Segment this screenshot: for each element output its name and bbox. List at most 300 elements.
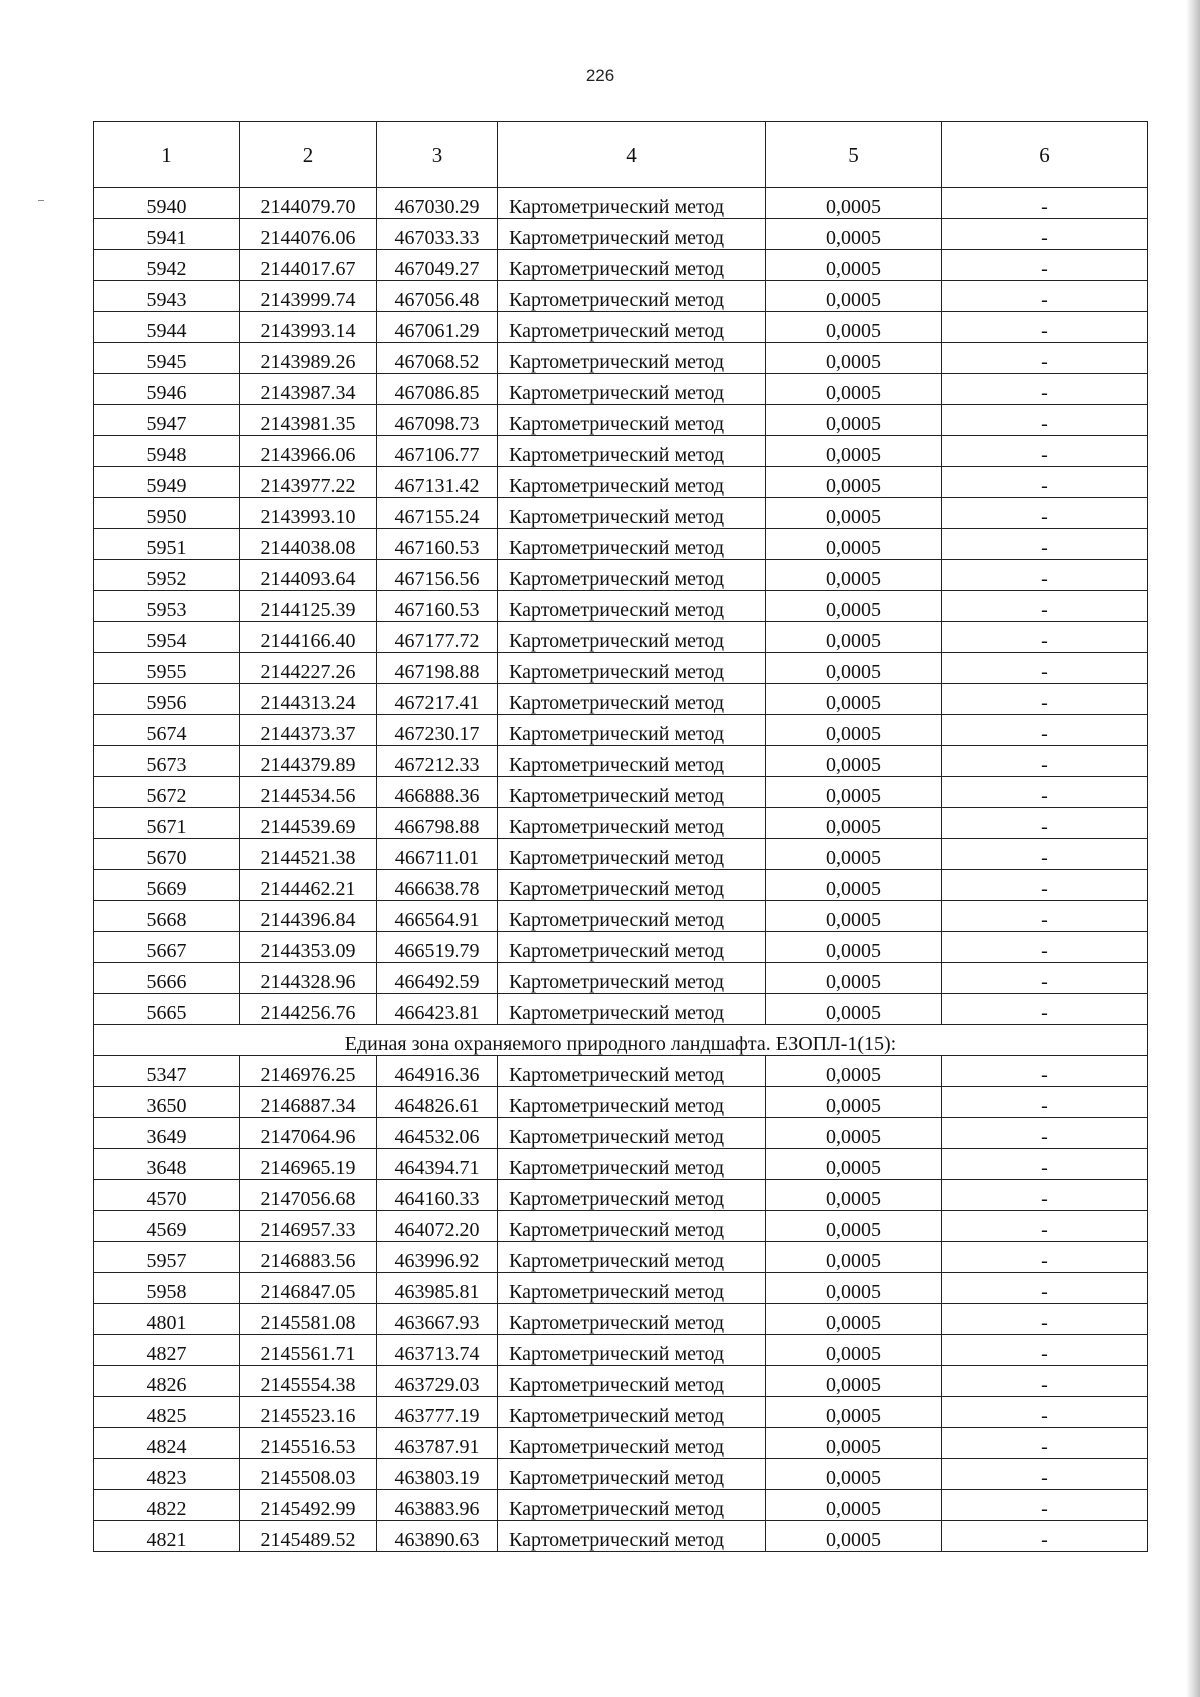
point-number-cell: 4827 — [94, 1335, 240, 1366]
accuracy-cell: 0,0005 — [766, 467, 942, 498]
table-row — [94, 1273, 1148, 1304]
y-coordinate-cell: 467160.53 — [377, 591, 498, 622]
x-coordinate-cell: 2143966.06 — [240, 436, 377, 467]
note-cell: - — [942, 746, 1148, 777]
table-row — [94, 839, 1148, 870]
header-cell-3: 3 — [377, 122, 498, 188]
method-cell: Картометрический метод — [498, 1273, 766, 1304]
table-row — [94, 622, 1148, 653]
table-row — [94, 870, 1148, 901]
note-cell: - — [942, 839, 1148, 870]
note-cell: - — [942, 374, 1148, 405]
y-coordinate-cell: 466798.88 — [377, 808, 498, 839]
point-number-cell: 4823 — [94, 1459, 240, 1490]
note-cell: - — [942, 219, 1148, 250]
accuracy-cell: 0,0005 — [766, 932, 942, 963]
x-coordinate-cell: 2143993.10 — [240, 498, 377, 529]
x-coordinate-cell: 2144166.40 — [240, 622, 377, 653]
table-row — [94, 963, 1148, 994]
x-coordinate-cell: 2144462.21 — [240, 870, 377, 901]
table-row — [94, 1397, 1148, 1428]
table-row — [94, 808, 1148, 839]
note-cell: - — [942, 1149, 1148, 1180]
table-row — [94, 560, 1148, 591]
accuracy-cell: 0,0005 — [766, 1211, 942, 1242]
method-cell: Картометрический метод — [498, 529, 766, 560]
note-cell: - — [942, 1304, 1148, 1335]
method-cell: Картометрический метод — [498, 343, 766, 374]
method-cell: Картометрический метод — [498, 839, 766, 870]
table-row — [94, 250, 1148, 281]
note-cell: - — [942, 715, 1148, 746]
y-coordinate-cell: 467061.29 — [377, 312, 498, 343]
x-coordinate-cell: 2146883.56 — [240, 1242, 377, 1273]
y-coordinate-cell: 463803.19 — [377, 1459, 498, 1490]
point-number-cell: 5941 — [94, 219, 240, 250]
y-coordinate-cell: 467086.85 — [377, 374, 498, 405]
x-coordinate-cell: 2144521.38 — [240, 839, 377, 870]
note-cell: - — [942, 622, 1148, 653]
note-cell: - — [942, 653, 1148, 684]
point-number-cell: 5953 — [94, 591, 240, 622]
note-cell: - — [942, 932, 1148, 963]
y-coordinate-cell: 463996.92 — [377, 1242, 498, 1273]
accuracy-cell: 0,0005 — [766, 1304, 942, 1335]
x-coordinate-cell: 2144373.37 — [240, 715, 377, 746]
y-coordinate-cell: 467156.56 — [377, 560, 498, 591]
note-cell: - — [942, 1087, 1148, 1118]
header-cell-6: 6 — [942, 122, 1148, 188]
y-coordinate-cell: 464532.06 — [377, 1118, 498, 1149]
accuracy-cell: 0,0005 — [766, 343, 942, 374]
x-coordinate-cell: 2147064.96 — [240, 1118, 377, 1149]
section-title: Единая зона охраняемого природного ландшафта. ЕЗОПЛ-1(15): — [94, 1025, 1148, 1056]
accuracy-cell: 0,0005 — [766, 870, 942, 901]
x-coordinate-cell: 2147056.68 — [240, 1180, 377, 1211]
y-coordinate-cell: 467160.53 — [377, 529, 498, 560]
accuracy-cell: 0,0005 — [766, 1087, 942, 1118]
accuracy-cell: 0,0005 — [766, 1366, 942, 1397]
y-coordinate-cell: 463777.19 — [377, 1397, 498, 1428]
note-cell: - — [942, 498, 1148, 529]
x-coordinate-cell: 2143981.35 — [240, 405, 377, 436]
method-cell: Картометрический метод — [498, 312, 766, 343]
point-number-cell: 5666 — [94, 963, 240, 994]
accuracy-cell: 0,0005 — [766, 994, 942, 1025]
note-cell: - — [942, 281, 1148, 312]
y-coordinate-cell: 463667.93 — [377, 1304, 498, 1335]
x-coordinate-cell: 2143989.26 — [240, 343, 377, 374]
table-row — [94, 1056, 1148, 1087]
note-cell: - — [942, 1428, 1148, 1459]
accuracy-cell: 0,0005 — [766, 498, 942, 529]
y-coordinate-cell: 467049.27 — [377, 250, 498, 281]
method-cell: Картометрический метод — [498, 436, 766, 467]
point-number-cell: 5665 — [94, 994, 240, 1025]
point-number-cell: 5955 — [94, 653, 240, 684]
y-coordinate-cell: 463713.74 — [377, 1335, 498, 1366]
x-coordinate-cell: 2144125.39 — [240, 591, 377, 622]
y-coordinate-cell: 467098.73 — [377, 405, 498, 436]
table-row — [94, 1087, 1148, 1118]
note-cell: - — [942, 963, 1148, 994]
point-number-cell: 4821 — [94, 1521, 240, 1552]
y-coordinate-cell: 467217.41 — [377, 684, 498, 715]
accuracy-cell: 0,0005 — [766, 715, 942, 746]
point-number-cell: 5957 — [94, 1242, 240, 1273]
table-row — [94, 901, 1148, 932]
accuracy-cell: 0,0005 — [766, 560, 942, 591]
note-cell: - — [942, 901, 1148, 932]
x-coordinate-cell: 2144396.84 — [240, 901, 377, 932]
header-cell-5: 5 — [766, 122, 942, 188]
y-coordinate-cell: 466519.79 — [377, 932, 498, 963]
note-cell: - — [942, 1056, 1148, 1087]
point-number-cell: 5956 — [94, 684, 240, 715]
accuracy-cell: 0,0005 — [766, 281, 942, 312]
point-number-cell: 5673 — [94, 746, 240, 777]
accuracy-cell: 0,0005 — [766, 777, 942, 808]
table-row — [94, 746, 1148, 777]
note-cell: - — [942, 1459, 1148, 1490]
method-cell: Картометрический метод — [498, 219, 766, 250]
accuracy-cell: 0,0005 — [766, 963, 942, 994]
accuracy-cell: 0,0005 — [766, 1242, 942, 1273]
accuracy-cell: 0,0005 — [766, 1490, 942, 1521]
table-row — [94, 653, 1148, 684]
header-row — [94, 122, 1148, 188]
accuracy-cell: 0,0005 — [766, 1118, 942, 1149]
y-coordinate-cell: 466423.81 — [377, 994, 498, 1025]
method-cell: Картометрический метод — [498, 374, 766, 405]
method-cell: Картометрический метод — [498, 622, 766, 653]
page-number: 226 — [585, 66, 615, 85]
y-coordinate-cell: 467212.33 — [377, 746, 498, 777]
method-cell: Картометрический метод — [498, 1366, 766, 1397]
method-cell: Картометрический метод — [498, 1490, 766, 1521]
point-number-cell: 5668 — [94, 901, 240, 932]
x-coordinate-cell: 2145554.38 — [240, 1366, 377, 1397]
x-coordinate-cell: 2146847.05 — [240, 1273, 377, 1304]
accuracy-cell: 0,0005 — [766, 250, 942, 281]
y-coordinate-cell: 467131.42 — [377, 467, 498, 498]
accuracy-cell: 0,0005 — [766, 1521, 942, 1552]
table-row — [94, 1366, 1148, 1397]
x-coordinate-cell: 2146887.34 — [240, 1087, 377, 1118]
point-number-cell: 5669 — [94, 870, 240, 901]
point-number-cell: 5944 — [94, 312, 240, 343]
point-number-cell: 4801 — [94, 1304, 240, 1335]
method-cell: Картометрический метод — [498, 963, 766, 994]
x-coordinate-cell: 2143977.22 — [240, 467, 377, 498]
accuracy-cell: 0,0005 — [766, 622, 942, 653]
y-coordinate-cell: 463890.63 — [377, 1521, 498, 1552]
method-cell: Картометрический метод — [498, 591, 766, 622]
x-coordinate-cell: 2143987.34 — [240, 374, 377, 405]
point-number-cell: 5940 — [94, 188, 240, 219]
method-cell: Картометрический метод — [498, 250, 766, 281]
method-cell: Картометрический метод — [498, 684, 766, 715]
accuracy-cell: 0,0005 — [766, 1459, 942, 1490]
method-cell: Картометрический метод — [498, 1397, 766, 1428]
y-coordinate-cell: 467106.77 — [377, 436, 498, 467]
method-cell: Картометрический метод — [498, 1087, 766, 1118]
y-coordinate-cell: 466888.36 — [377, 777, 498, 808]
x-coordinate-cell: 2145523.16 — [240, 1397, 377, 1428]
method-cell: Картометрический метод — [498, 1242, 766, 1273]
table-row — [94, 1211, 1148, 1242]
section-title-row — [94, 1025, 1148, 1056]
table-row — [94, 343, 1148, 374]
y-coordinate-cell: 466564.91 — [377, 901, 498, 932]
note-cell: - — [942, 1521, 1148, 1552]
accuracy-cell: 0,0005 — [766, 1149, 942, 1180]
method-cell: Картометрический метод — [498, 1180, 766, 1211]
method-cell: Картометрический метод — [498, 1211, 766, 1242]
point-number-cell: 5948 — [94, 436, 240, 467]
accuracy-cell: 0,0005 — [766, 901, 942, 932]
table-row — [94, 777, 1148, 808]
point-number-cell: 4569 — [94, 1211, 240, 1242]
table-row — [94, 1521, 1148, 1552]
point-number-cell: 5671 — [94, 808, 240, 839]
y-coordinate-cell: 463883.96 — [377, 1490, 498, 1521]
x-coordinate-cell: 2144353.09 — [240, 932, 377, 963]
x-coordinate-cell: 2144534.56 — [240, 777, 377, 808]
table-row — [94, 715, 1148, 746]
point-number-cell: 5670 — [94, 839, 240, 870]
x-coordinate-cell: 2146957.33 — [240, 1211, 377, 1242]
point-number-cell: 5949 — [94, 467, 240, 498]
y-coordinate-cell: 467177.72 — [377, 622, 498, 653]
scan-edge-shadow — [1186, 0, 1200, 1697]
table-row — [94, 219, 1148, 250]
table-row — [94, 932, 1148, 963]
note-cell: - — [942, 808, 1148, 839]
table-row — [94, 1490, 1148, 1521]
y-coordinate-cell: 467198.88 — [377, 653, 498, 684]
method-cell: Картометрический метод — [498, 901, 766, 932]
note-cell: - — [942, 1211, 1148, 1242]
y-coordinate-cell: 466492.59 — [377, 963, 498, 994]
note-cell: - — [942, 560, 1148, 591]
table-row — [94, 1428, 1148, 1459]
note-cell: - — [942, 1490, 1148, 1521]
note-cell: - — [942, 1180, 1148, 1211]
x-coordinate-cell: 2144227.26 — [240, 653, 377, 684]
method-cell: Картометрический метод — [498, 467, 766, 498]
accuracy-cell: 0,0005 — [766, 808, 942, 839]
point-number-cell: 3649 — [94, 1118, 240, 1149]
y-coordinate-cell: 463729.03 — [377, 1366, 498, 1397]
point-number-cell: 5672 — [94, 777, 240, 808]
table-row — [94, 1118, 1148, 1149]
point-number-cell: 5954 — [94, 622, 240, 653]
accuracy-cell: 0,0005 — [766, 746, 942, 777]
note-cell: - — [942, 467, 1148, 498]
point-number-cell: 4824 — [94, 1428, 240, 1459]
table-row — [94, 684, 1148, 715]
y-coordinate-cell: 464160.33 — [377, 1180, 498, 1211]
scan-speck — [38, 200, 44, 201]
x-coordinate-cell: 2144379.89 — [240, 746, 377, 777]
x-coordinate-cell: 2146976.25 — [240, 1056, 377, 1087]
method-cell: Картометрический метод — [498, 777, 766, 808]
note-cell: - — [942, 1242, 1148, 1273]
accuracy-cell: 0,0005 — [766, 684, 942, 715]
point-number-cell: 5674 — [94, 715, 240, 746]
table-row — [94, 405, 1148, 436]
x-coordinate-cell: 2144038.08 — [240, 529, 377, 560]
method-cell: Картометрический метод — [498, 1428, 766, 1459]
accuracy-cell: 0,0005 — [766, 591, 942, 622]
note-cell: - — [942, 436, 1148, 467]
y-coordinate-cell: 466711.01 — [377, 839, 498, 870]
note-cell: - — [942, 994, 1148, 1025]
accuracy-cell: 0,0005 — [766, 436, 942, 467]
y-coordinate-cell: 467056.48 — [377, 281, 498, 312]
table-row — [94, 1335, 1148, 1366]
point-number-cell: 4825 — [94, 1397, 240, 1428]
x-coordinate-cell: 2145581.08 — [240, 1304, 377, 1335]
y-coordinate-cell: 467068.52 — [377, 343, 498, 374]
point-number-cell: 5958 — [94, 1273, 240, 1304]
y-coordinate-cell: 467033.33 — [377, 219, 498, 250]
table-row — [94, 498, 1148, 529]
point-number-cell: 5947 — [94, 405, 240, 436]
y-coordinate-cell: 464916.36 — [377, 1056, 498, 1087]
x-coordinate-cell: 2145561.71 — [240, 1335, 377, 1366]
coordinates-table-body — [94, 122, 1148, 1552]
table-row — [94, 436, 1148, 467]
y-coordinate-cell: 464072.20 — [377, 1211, 498, 1242]
method-cell: Картометрический метод — [498, 1304, 766, 1335]
table-row — [94, 374, 1148, 405]
accuracy-cell: 0,0005 — [766, 1397, 942, 1428]
method-cell: Картометрический метод — [498, 715, 766, 746]
accuracy-cell: 0,0005 — [766, 1335, 942, 1366]
note-cell: - — [942, 684, 1148, 715]
accuracy-cell: 0,0005 — [766, 219, 942, 250]
accuracy-cell: 0,0005 — [766, 405, 942, 436]
note-cell: - — [942, 312, 1148, 343]
x-coordinate-cell: 2143993.14 — [240, 312, 377, 343]
point-number-cell: 5951 — [94, 529, 240, 560]
table-row — [94, 1180, 1148, 1211]
x-coordinate-cell: 2144017.67 — [240, 250, 377, 281]
method-cell: Картометрический метод — [498, 405, 766, 436]
note-cell: - — [942, 405, 1148, 436]
note-cell: - — [942, 529, 1148, 560]
method-cell: Картометрический метод — [498, 498, 766, 529]
y-coordinate-cell: 466638.78 — [377, 870, 498, 901]
x-coordinate-cell: 2144093.64 — [240, 560, 377, 591]
point-number-cell: 3648 — [94, 1149, 240, 1180]
note-cell: - — [942, 250, 1148, 281]
point-number-cell: 5950 — [94, 498, 240, 529]
accuracy-cell: 0,0005 — [766, 1180, 942, 1211]
method-cell: Картометрический метод — [498, 1056, 766, 1087]
table-row — [94, 188, 1148, 219]
note-cell: - — [942, 1273, 1148, 1304]
method-cell: Картометрический метод — [498, 1459, 766, 1490]
table-row — [94, 281, 1148, 312]
note-cell: - — [942, 591, 1148, 622]
x-coordinate-cell: 2144256.76 — [240, 994, 377, 1025]
table-row — [94, 529, 1148, 560]
note-cell: - — [942, 343, 1148, 374]
point-number-cell: 3650 — [94, 1087, 240, 1118]
table-row — [94, 591, 1148, 622]
accuracy-cell: 0,0005 — [766, 1428, 942, 1459]
note-cell: - — [942, 1118, 1148, 1149]
method-cell: Картометрический метод — [498, 808, 766, 839]
y-coordinate-cell: 467030.29 — [377, 188, 498, 219]
x-coordinate-cell: 2144328.96 — [240, 963, 377, 994]
table-row — [94, 1149, 1148, 1180]
method-cell: Картометрический метод — [498, 560, 766, 591]
note-cell: - — [942, 188, 1148, 219]
point-number-cell: 5667 — [94, 932, 240, 963]
method-cell: Картометрический метод — [498, 932, 766, 963]
accuracy-cell: 0,0005 — [766, 839, 942, 870]
note-cell: - — [942, 870, 1148, 901]
method-cell: Картометрический метод — [498, 653, 766, 684]
method-cell: Картометрический метод — [498, 1118, 766, 1149]
x-coordinate-cell: 2144313.24 — [240, 684, 377, 715]
note-cell: - — [942, 1366, 1148, 1397]
method-cell: Картометрический метод — [498, 1521, 766, 1552]
point-number-cell: 5942 — [94, 250, 240, 281]
point-number-cell: 4822 — [94, 1490, 240, 1521]
header-cell-2: 2 — [240, 122, 377, 188]
y-coordinate-cell: 464826.61 — [377, 1087, 498, 1118]
x-coordinate-cell: 2145516.53 — [240, 1428, 377, 1459]
table-row — [94, 994, 1148, 1025]
accuracy-cell: 0,0005 — [766, 653, 942, 684]
point-number-cell: 5945 — [94, 343, 240, 374]
table-row — [94, 312, 1148, 343]
table-row — [94, 1459, 1148, 1490]
accuracy-cell: 0,0005 — [766, 1273, 942, 1304]
point-number-cell: 5946 — [94, 374, 240, 405]
x-coordinate-cell: 2145508.03 — [240, 1459, 377, 1490]
x-coordinate-cell: 2143999.74 — [240, 281, 377, 312]
table-row — [94, 1304, 1148, 1335]
method-cell: Картометрический метод — [498, 746, 766, 777]
y-coordinate-cell: 467155.24 — [377, 498, 498, 529]
accuracy-cell: 0,0005 — [766, 312, 942, 343]
coordinates-table — [93, 121, 1148, 1552]
point-number-cell: 4570 — [94, 1180, 240, 1211]
x-coordinate-cell: 2144076.06 — [240, 219, 377, 250]
note-cell: - — [942, 1397, 1148, 1428]
header-cell-4: 4 — [498, 122, 766, 188]
method-cell: Картометрический метод — [498, 870, 766, 901]
note-cell: - — [942, 1335, 1148, 1366]
point-number-cell: 5943 — [94, 281, 240, 312]
y-coordinate-cell: 467230.17 — [377, 715, 498, 746]
accuracy-cell: 0,0005 — [766, 529, 942, 560]
accuracy-cell: 0,0005 — [766, 188, 942, 219]
x-coordinate-cell: 2145492.99 — [240, 1490, 377, 1521]
point-number-cell: 5952 — [94, 560, 240, 591]
x-coordinate-cell: 2144079.70 — [240, 188, 377, 219]
y-coordinate-cell: 464394.71 — [377, 1149, 498, 1180]
table-row — [94, 467, 1148, 498]
y-coordinate-cell: 463985.81 — [377, 1273, 498, 1304]
note-cell: - — [942, 777, 1148, 808]
